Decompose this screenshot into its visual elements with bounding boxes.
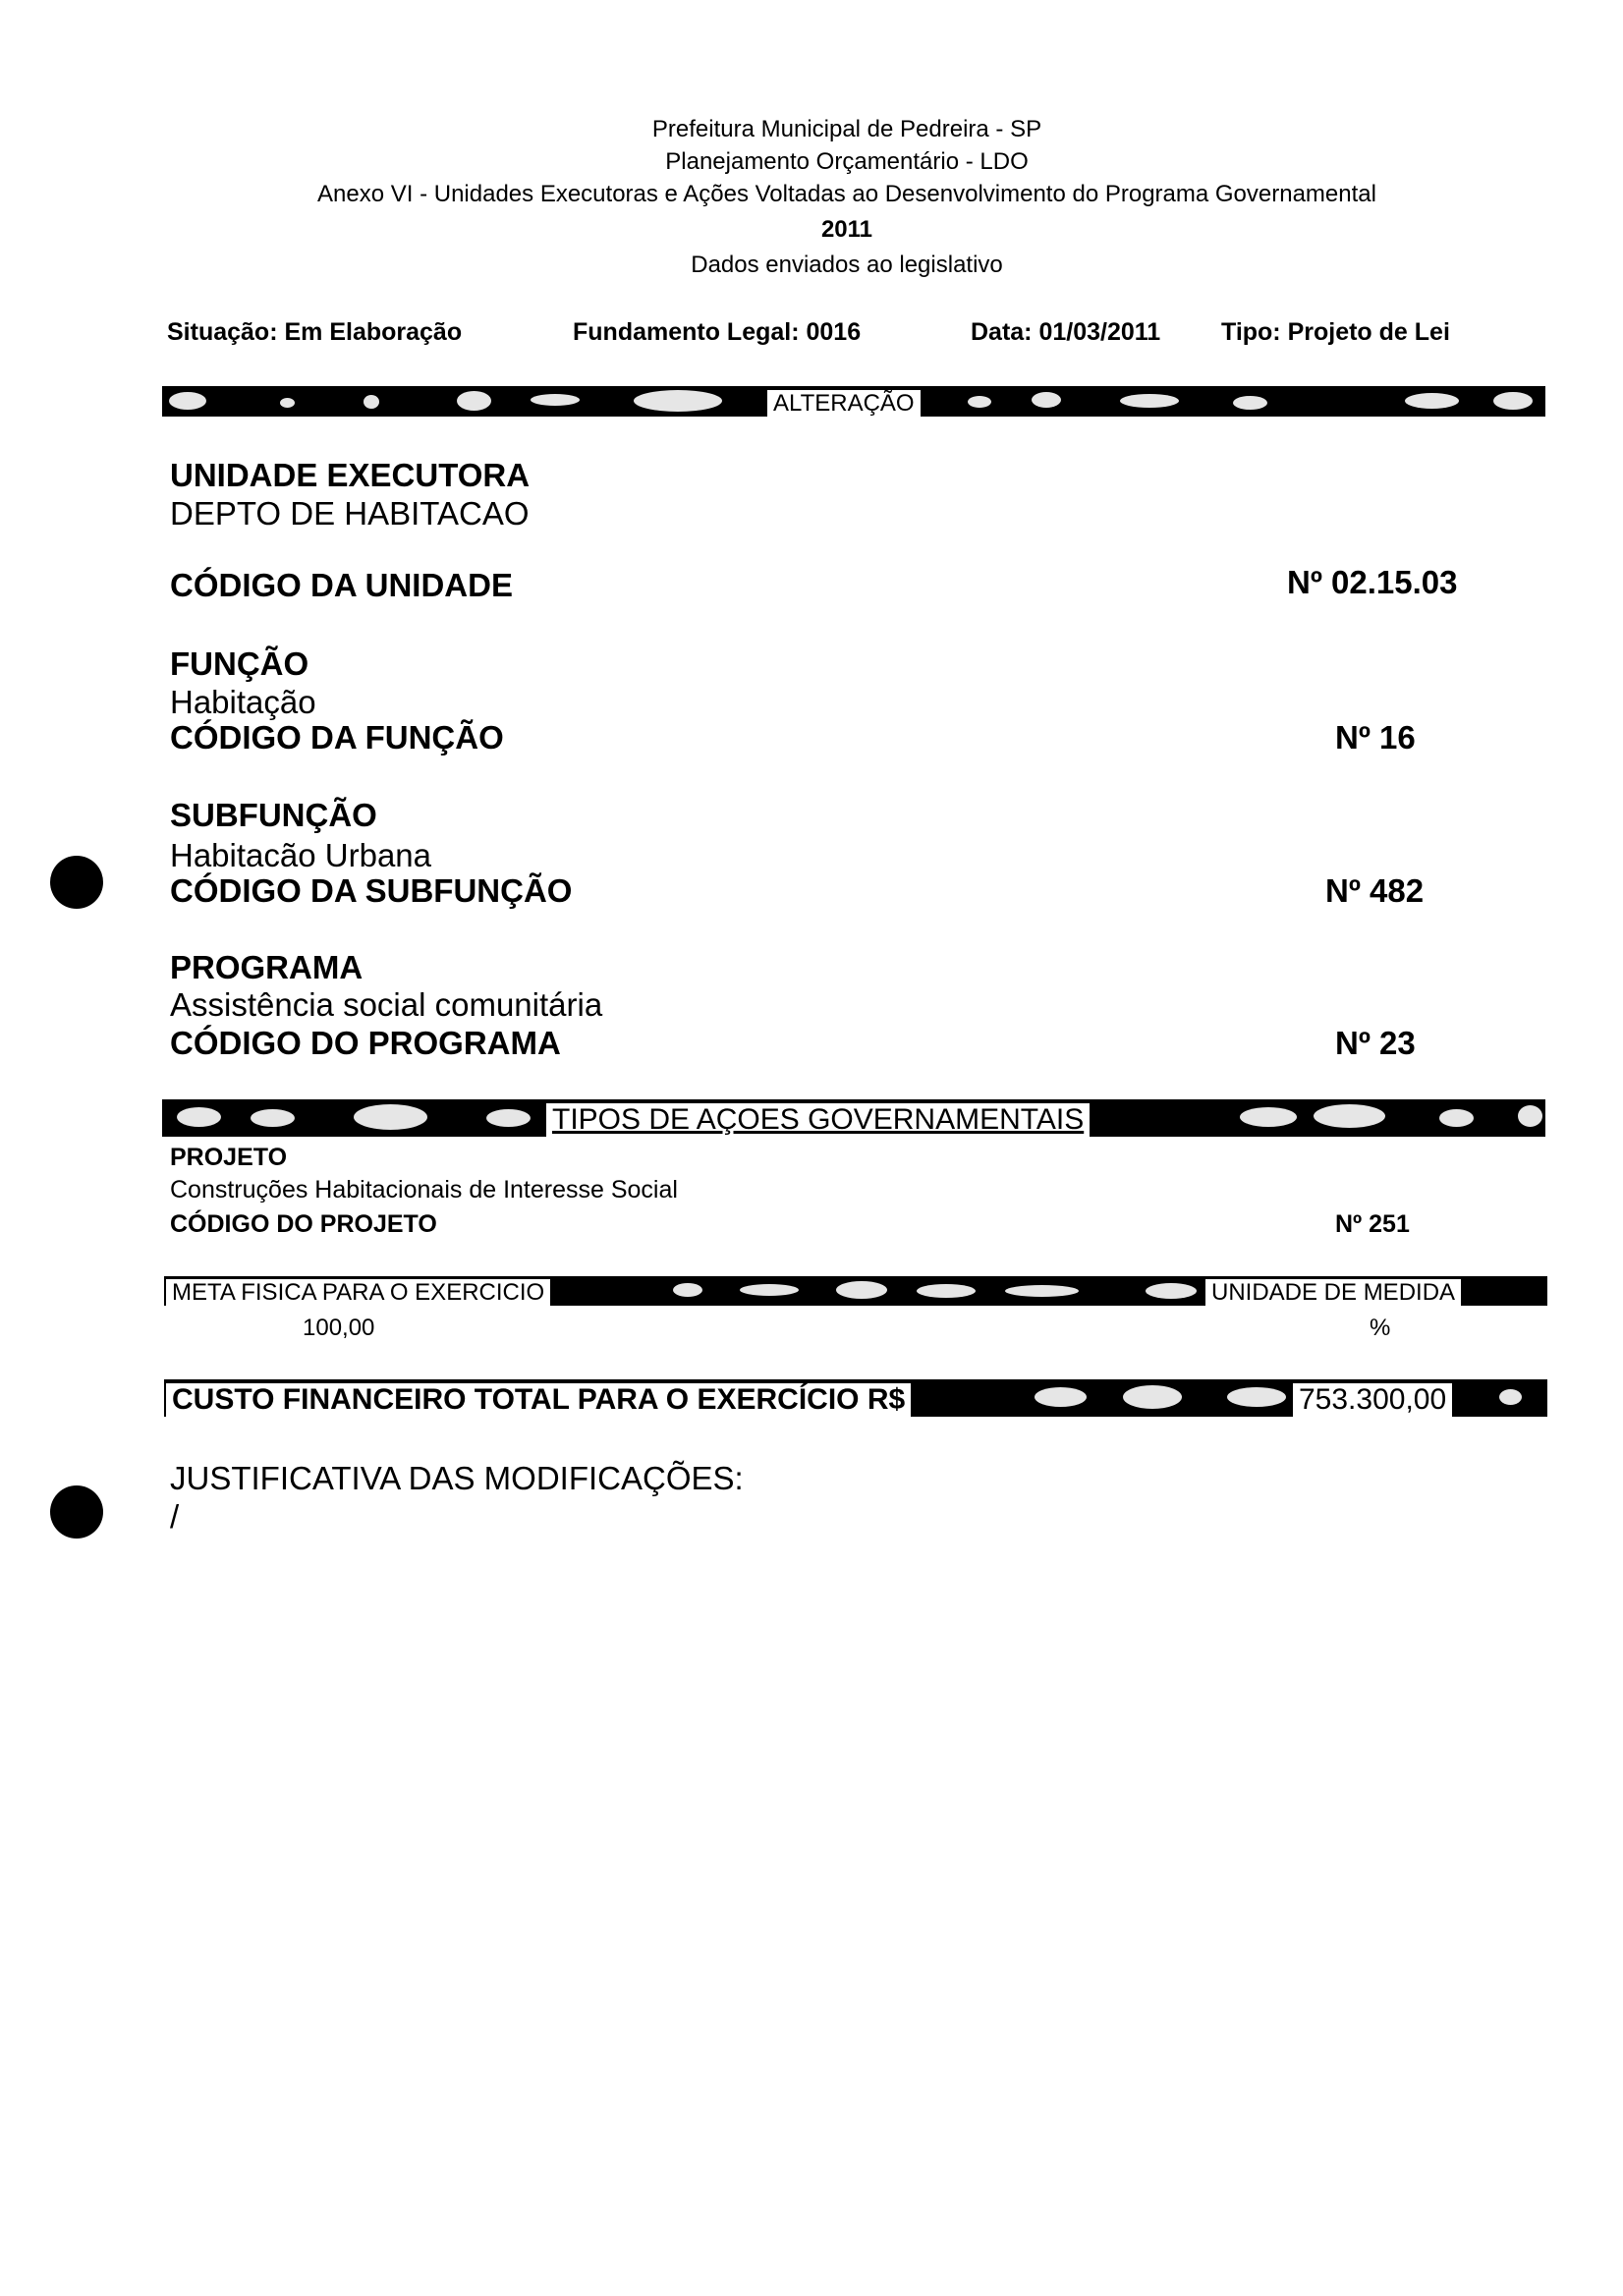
header-annex: Anexo VI - Unidades Executoras e Ações Voltadas ao Desenvolvimento do Programa Governamental xyxy=(317,181,1376,207)
unidade-name: DEPTO DE HABITACAO xyxy=(170,495,530,532)
programa-heading: PROGRAMA xyxy=(170,949,364,985)
scan-artifact xyxy=(836,1281,887,1299)
scan-artifact xyxy=(1120,394,1179,408)
justificativa-text: / xyxy=(170,1498,180,1535)
scan-artifact xyxy=(1405,393,1459,409)
unidade-code-label: CÓDIGO DA UNIDADE xyxy=(170,567,513,603)
scan-artifact xyxy=(280,398,295,408)
meta-bar xyxy=(164,1276,1547,1306)
fundamento-legal: Fundamento Legal: 0016 xyxy=(573,318,862,346)
scan-artifact xyxy=(740,1284,799,1296)
programa-name: Assistência social comunitária xyxy=(170,986,603,1023)
subfuncao-code-label: CÓDIGO DA SUBFUNÇÃO xyxy=(170,872,573,909)
scan-artifact xyxy=(1146,1283,1197,1299)
header-year: 2011 xyxy=(820,216,873,243)
scan-artifact xyxy=(251,1109,295,1127)
tipos-acoes-bar xyxy=(162,1099,1545,1137)
header-municipality: Prefeitura Municipal de Pedreira - SP xyxy=(651,116,1042,142)
scan-artifact xyxy=(1240,1107,1297,1127)
scan-artifact xyxy=(1499,1389,1522,1405)
alteracao-label: ALTERAÇÃO xyxy=(767,390,921,417)
projeto-heading: PROJETO xyxy=(170,1144,288,1171)
meta-unit: % xyxy=(1370,1315,1391,1341)
projeto-name: Construções Habitacionais de Interesse Social xyxy=(170,1176,678,1204)
programa-code: Nº 23 xyxy=(1335,1025,1416,1061)
justificativa-label: JUSTIFICATIVA DAS MODIFICAÇÕES: xyxy=(170,1460,744,1496)
scan-artifact xyxy=(364,395,379,409)
custo-total-label: CUSTO FINANCEIRO TOTAL PARA O EXERCÍCIO R$ xyxy=(164,1381,913,1417)
meta-value: 100,00 xyxy=(303,1315,375,1341)
scan-artifact xyxy=(968,396,991,408)
punch-hole xyxy=(50,856,103,909)
projeto-code: Nº 251 xyxy=(1335,1210,1410,1238)
subfuncao-code: Nº 482 xyxy=(1325,872,1425,909)
header-note: Dados enviados ao legislativo xyxy=(691,252,1003,278)
funcao-heading: FUNÇÃO xyxy=(170,645,309,682)
scan-artifact xyxy=(1439,1109,1474,1127)
punch-hole xyxy=(50,1485,103,1539)
projeto-code-label: CÓDIGO DO PROJETO xyxy=(170,1210,437,1238)
tipos-acoes-label: TIPOS DE AÇOES GOVERNAMENTAIS xyxy=(546,1103,1090,1137)
alteracao-bar xyxy=(162,386,1545,417)
scan-artifact xyxy=(177,1107,221,1127)
scan-artifact xyxy=(354,1104,427,1130)
scan-artifact xyxy=(1314,1104,1385,1128)
meta-fisica-label: META FISICA PARA O EXERCICIO xyxy=(164,1277,552,1306)
situacao: Situação: Em Elaboração xyxy=(167,318,463,346)
subfuncao-name: Habitacão Urbana xyxy=(170,837,431,873)
scan-artifact xyxy=(1035,1387,1087,1407)
data: Data: 01/03/2011 xyxy=(971,318,1161,346)
funcao-name: Habitação xyxy=(170,684,316,720)
scan-artifact xyxy=(1227,1387,1286,1407)
scan-artifact xyxy=(1032,392,1061,408)
scan-artifact xyxy=(1518,1105,1542,1127)
scan-artifact xyxy=(169,392,206,410)
scan-artifact xyxy=(634,390,722,412)
custo-total-value: 753.300,00 xyxy=(1291,1381,1454,1417)
header-planning: Planejamento Orçamentário - LDO xyxy=(665,148,1029,175)
tipo: Tipo: Projeto de Lei xyxy=(1221,318,1450,346)
scan-artifact xyxy=(1493,392,1533,410)
custo-bar xyxy=(164,1379,1547,1417)
subfuncao-heading: SUBFUNÇÃO xyxy=(170,797,377,833)
scan-artifact xyxy=(531,394,580,406)
programa-code-label: CÓDIGO DO PROGRAMA xyxy=(170,1025,561,1061)
funcao-code: Nº 16 xyxy=(1335,719,1416,756)
unidade-code: Nº 02.15.03 xyxy=(1287,564,1458,600)
scan-artifact xyxy=(457,391,491,411)
scan-artifact xyxy=(673,1283,702,1297)
scan-artifact xyxy=(1005,1285,1079,1297)
funcao-code-label: CÓDIGO DA FUNÇÃO xyxy=(170,719,504,756)
unidade-heading: UNIDADE EXECUTORA xyxy=(170,457,531,493)
unidade-medida-label: UNIDADE DE MEDIDA xyxy=(1203,1277,1463,1306)
scan-artifact xyxy=(1123,1385,1182,1409)
scan-artifact xyxy=(1233,396,1267,410)
scan-artifact xyxy=(486,1109,531,1127)
scan-artifact xyxy=(917,1284,976,1298)
